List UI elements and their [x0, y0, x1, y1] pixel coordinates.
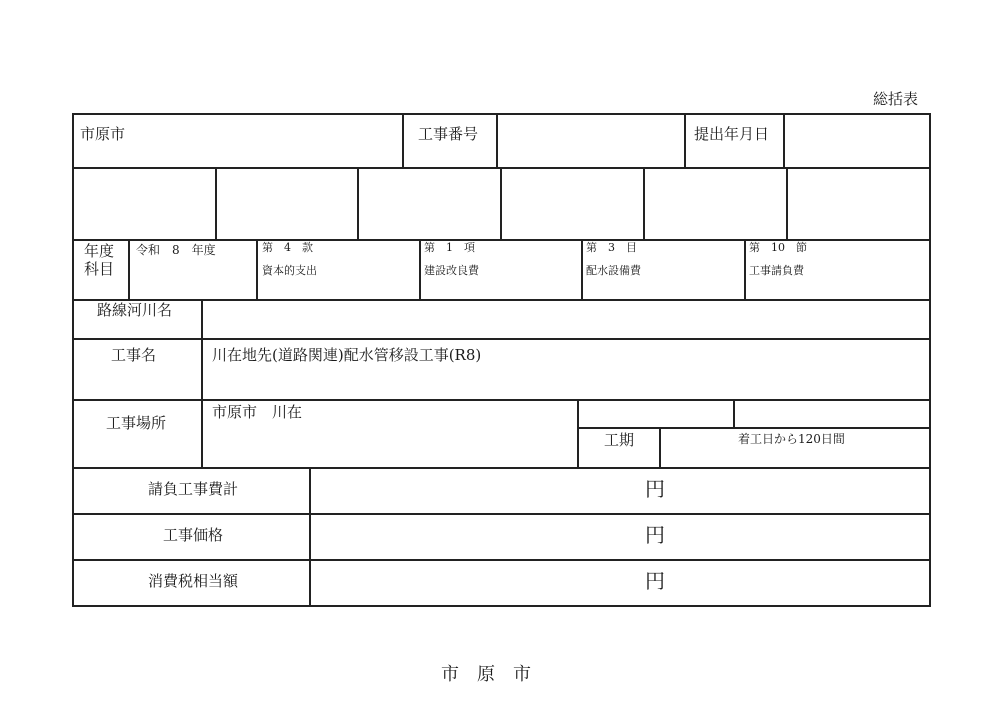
work-name-value: 川在地先(道路関連)配水管移設工事(R8): [212, 346, 482, 364]
moku-heading: 第 3 目: [586, 241, 637, 254]
blank-box[interactable]: [502, 169, 642, 238]
rule: [578, 427, 930, 429]
kou-heading: 第 1 項: [424, 241, 475, 254]
moku-name: 配水設備費: [586, 264, 641, 277]
rule: [402, 113, 404, 168]
rule: [72, 513, 930, 515]
kou-name: 建設改良費: [424, 264, 479, 277]
blank-box[interactable]: [74, 169, 214, 238]
construction-number-label: 工事番号: [418, 125, 479, 143]
blank-box[interactable]: [579, 401, 732, 426]
blank-box[interactable]: [645, 169, 785, 238]
consumption-tax-label: 消費税相当額: [148, 572, 239, 590]
year-label-line2: 科目: [84, 260, 115, 278]
rule: [201, 299, 203, 468]
rule: [581, 239, 583, 300]
rule: [659, 427, 661, 468]
rule: [256, 239, 258, 300]
work-name-label: 工事名: [111, 346, 157, 364]
work-price-label: 工事価格: [163, 526, 224, 544]
blank-box[interactable]: [217, 169, 356, 238]
rule: [128, 239, 130, 300]
consumption-tax-unit: 円: [645, 569, 665, 593]
period-value: 着工日から120日間: [738, 432, 845, 446]
blank-box[interactable]: [788, 169, 928, 238]
rule: [72, 559, 930, 561]
work-place-label: 工事場所: [106, 414, 167, 432]
city-name: 市原市: [80, 125, 126, 143]
setsu-name: 工事請負費: [749, 264, 804, 277]
rule: [309, 467, 311, 606]
contract-total-unit: 円: [645, 477, 665, 501]
rule: [684, 113, 686, 168]
blank-box[interactable]: [359, 169, 499, 238]
construction-number-field[interactable]: [498, 115, 683, 166]
rule-right: [929, 113, 931, 606]
work-price-unit: 円: [645, 523, 665, 547]
contract-total-label: 請負工事費計: [148, 480, 239, 498]
setsu-heading: 第 10 節: [749, 241, 807, 254]
submission-date-label: 提出年月日: [694, 125, 770, 143]
blank-box[interactable]: [735, 401, 928, 426]
kan-heading: 第 4 款: [262, 241, 313, 254]
submission-date-field[interactable]: [785, 115, 928, 166]
kan-name: 資本的支出: [262, 264, 317, 277]
route-label: 路線河川名: [97, 301, 173, 319]
period-label: 工期: [604, 431, 635, 449]
issuer-name: 市 原 市: [441, 664, 531, 685]
rule: [744, 239, 746, 300]
fiscal-year-value: 令和 8 年度: [136, 243, 216, 257]
rule-bottom: [72, 605, 931, 607]
summary-label: 総括表: [873, 90, 919, 108]
year-label-line1: 年度: [84, 242, 115, 260]
rule: [419, 239, 421, 300]
work-place-value: 市原市 川在: [212, 403, 303, 421]
